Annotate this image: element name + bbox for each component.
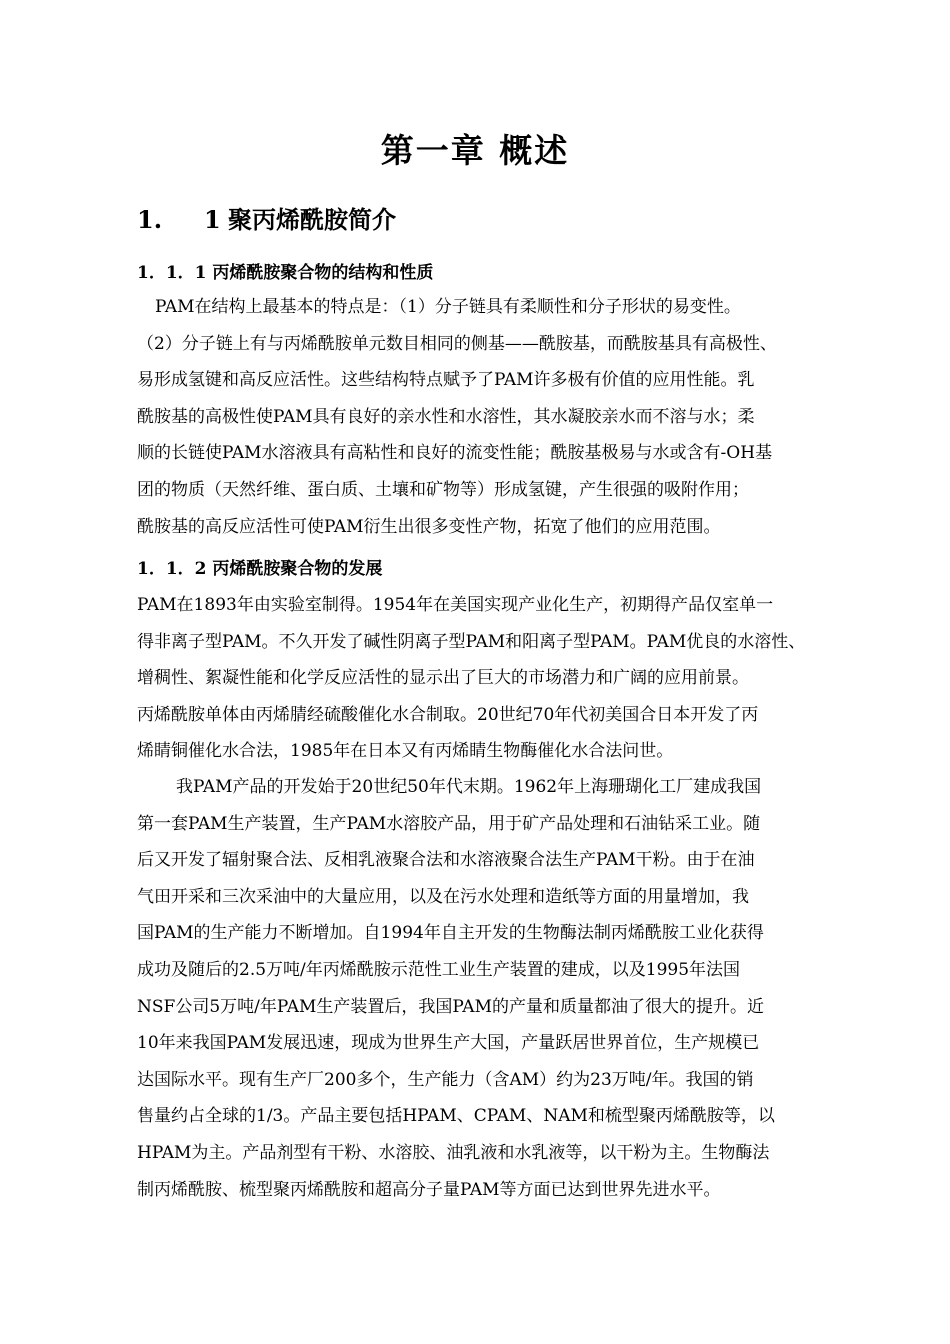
paragraph-structure	[137, 289, 857, 545]
text-line: 烯睛铜催化水合法，1985年在日本又有丙烯睛生物酶催化水合法问世。	[137, 741, 674, 762]
paragraph-history	[137, 587, 857, 770]
section-title-text: 聚丙烯酰胺简介	[228, 205, 396, 234]
paragraph-china-development	[137, 769, 857, 1208]
text-line: 第一套PAM生产装置，生产PAM水溶胶产品，用于矿产品处理和石油钻采工业。随	[137, 813, 761, 834]
text-line: NSF公司5万吨/年PAM生产装置后，我国PAM的产量和质量都油了很大的提升。近	[137, 996, 764, 1017]
text-line: PAM在结构上最基本的特点是：（1）分子链具有柔顺性和分子形状的易变性。	[155, 297, 741, 317]
text-line: HPAM为主。产品剂型有干粉、水溶胶、油乳液和水乳液等，以干粉为主。生物酶法	[137, 1142, 770, 1163]
text-line: 酰胺基的高反应活性可使PAM衍生出很多变性产物，拓宽了他们的应用范围。	[137, 516, 721, 537]
text-line: PAM在1893年由实验室制得。1954年在美国实现产业化生产，初期得产品仅室单一	[137, 595, 774, 615]
section-title	[137, 200, 396, 240]
text-line: 顺的长链使PAM水溶液具有高粘性和良好的流变性能；酰胺基极易与水或含有-OH基	[137, 443, 773, 464]
subsection-title-development: 1．1．2 丙烯酰胺聚合物的发展	[137, 559, 383, 579]
section-number-major: 1.	[137, 205, 163, 234]
text-line: 国PAM的生产能力不断增加。自1994年自主开发的生物酶法制丙烯酰胺工业化获得	[137, 923, 764, 944]
subsection-title-structure: 1．1．1 丙烯酰胺聚合物的结构和性质	[137, 263, 434, 283]
text-line: 气田开采和三次采油中的大量应用，以及在污水处理和造纸等方面的用量增加，我	[137, 886, 749, 907]
text-line: 丙烯酰胺单体由丙烯腈经硫酸催化水合制取。20世纪70年代初美国合日本开发了丙	[137, 704, 759, 725]
chapter-title: 第一章 概述	[380, 131, 570, 170]
text-line: 我PAM产品的开发始于20世纪50年代末期。1962年上海珊瑚化工厂建成我国	[176, 777, 762, 797]
text-line: 酰胺基的高极性使PAM具有良好的亲水性和水溶性，其水凝胶亲水而不溶与水；柔	[137, 406, 755, 427]
text-line: 制丙烯酰胺、梳型聚丙烯酰胺和超高分子量PAM等方面已达到世界先进水平。	[137, 1179, 721, 1200]
text-line: 团的物质（天然纤维、蛋白质、土壤和矿物等）形成氢键，产生很强的吸附作用；	[137, 479, 749, 500]
text-line: 后又开发了辐射聚合法、反相乳液聚合法和水溶液聚合法生产PAM干粉。由于在油	[137, 850, 755, 871]
text-line: 售量约占全球的1/3。产品主要包括HPAM、CPAM、NAM和梳型聚丙烯酰胺等，以	[137, 1106, 775, 1127]
text-line: （2）分子链上有与丙烯酰胺单元数目相同的侧基——酰胺基，而酰胺基具有高极性、	[137, 333, 777, 354]
text-line: 得非离子型PAM。不久开发了碱性阴离子型PAM和阳离子型PAM。PAM优良的水溶性、	[137, 631, 806, 652]
text-line: 10年来我国PAM发展迅速，现成为世界生产大国，产量跃居世界首位，生产规模已	[137, 1033, 760, 1054]
text-line: 增稠性、絮凝性能和化学反应活性的显示出了巨大的市场潜力和广阔的应用前景。	[137, 668, 749, 689]
text-line: 易形成氢键和高反应活性。这些结构特点赋予了PAM许多极有价值的应用性能。乳	[137, 370, 755, 391]
text-line: 成功及随后的2.5万吨/年丙烯酰胺示范性工业生产装置的建成，以及1995年法国	[137, 959, 741, 980]
text-line: 达国际水平。现有生产厂200多个，生产能力（含AM）约为23万吨/年。我国的销	[137, 1069, 754, 1090]
section-number-minor: 1	[204, 205, 221, 234]
